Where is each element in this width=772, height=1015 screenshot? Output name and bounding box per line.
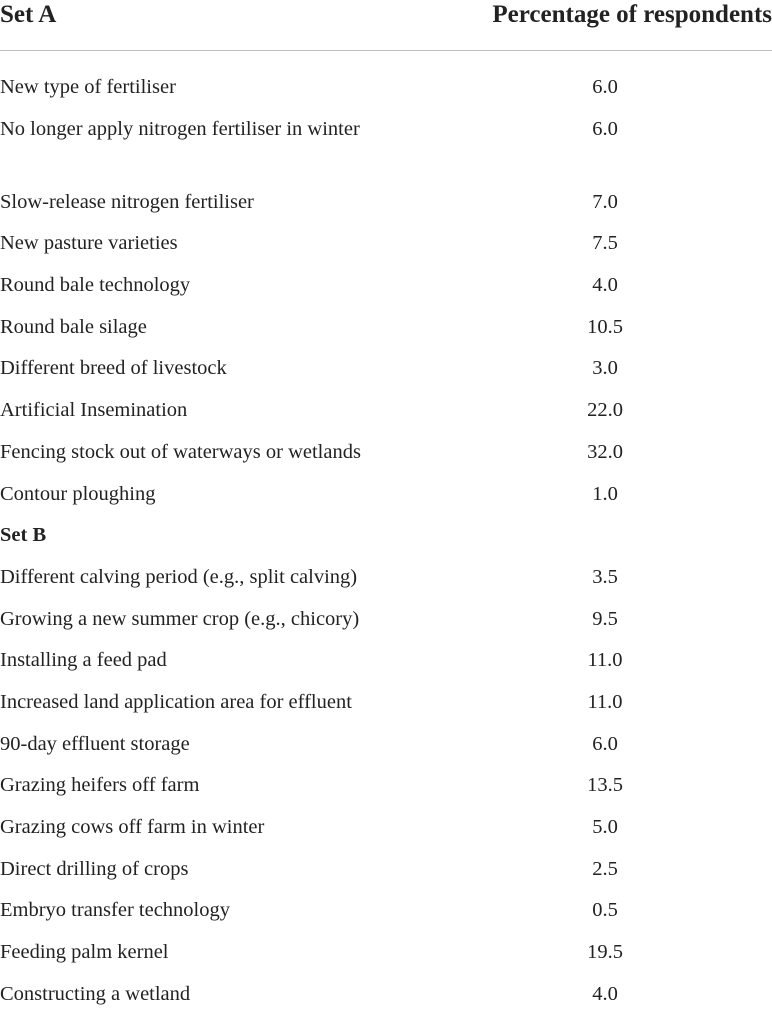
row-value: 7.5 [592,232,618,255]
row-value: 5.0 [592,816,618,838]
row-label: Direct drilling of crops [0,857,189,880]
header-percentage: Percentage of respondents [492,1,772,28]
row-value: 11.0 [587,649,623,672]
table-row [0,390,772,432]
row-label: Feeding palm kernel [0,941,169,964]
row-value: 11.0 [587,690,623,713]
row-value: 4.0 [592,982,618,1005]
table-row [0,932,772,974]
table-row [0,849,772,891]
row-value: 19.5 [587,941,623,964]
row-value: 3.5 [592,565,618,588]
row-label: Artificial Insemination [0,399,188,422]
table-row [0,765,772,807]
table-row [0,807,772,849]
header-set-a: Set A [0,1,57,28]
row-value: 2.5 [592,857,618,880]
table-row [0,557,772,599]
row-label: Contour ploughing [0,482,156,505]
table-row [0,307,772,349]
row-label: New type of fertiliser [0,76,176,98]
row-label: Constructing a wetland [0,982,191,1005]
row-label: Increased land application area for effluent [0,690,352,713]
row-value: 6.0 [592,117,618,140]
table-header [0,0,772,46]
row-label: Different calving period (e.g., split calving) [0,565,358,588]
row-value: 9.5 [592,607,618,630]
row-label: Embryo transfer technology [0,899,230,922]
row-value: 0.5 [592,899,618,922]
row-value: 10.5 [587,315,623,338]
table-row [0,599,772,641]
row-label: Round bale silage [0,315,147,338]
row-label: Installing a feed pad [0,649,167,672]
row-label: Round bale technology [0,274,191,297]
table-row [0,640,772,682]
table-body [0,67,772,1015]
table-row [0,890,772,932]
table-row [0,348,772,390]
row-value: 3.0 [592,357,618,380]
row-value: 13.5 [587,774,623,797]
row-value: 32.0 [587,440,623,463]
table-row [0,682,772,724]
section-heading-set-b [0,515,772,557]
row-label: Grazing cows off farm in winter [0,816,265,838]
row-label: No longer apply nitrogen fertiliser in winter [0,117,360,140]
row-value: 1.0 [592,482,618,505]
table-row [0,67,772,109]
table-row [0,474,772,516]
header-divider [0,50,772,51]
table-row [0,265,772,307]
row-value: 6.0 [592,732,618,755]
row-value: 6.0 [592,76,618,98]
row-label: Slow-release nitrogen fertiliser [0,190,254,213]
row-label: New pasture varieties [0,232,178,255]
table-row [0,974,772,1015]
table-row [0,724,772,766]
row-label: 90-day effluent storage [0,732,190,755]
table-row [0,109,772,182]
table-row [0,223,772,265]
table-row [0,182,772,224]
row-label: Growing a new summer crop (e.g., chicory) [0,607,360,630]
row-label: Fencing stock out of waterways or wetlands [0,440,361,463]
row-value: 22.0 [587,399,623,422]
section-label: Set B [0,524,47,547]
row-value: 7.0 [592,190,618,213]
row-label: Grazing heifers off farm [0,774,200,797]
table-row [0,432,772,474]
row-value: 4.0 [592,274,618,297]
row-label: Different breed of livestock [0,357,227,380]
